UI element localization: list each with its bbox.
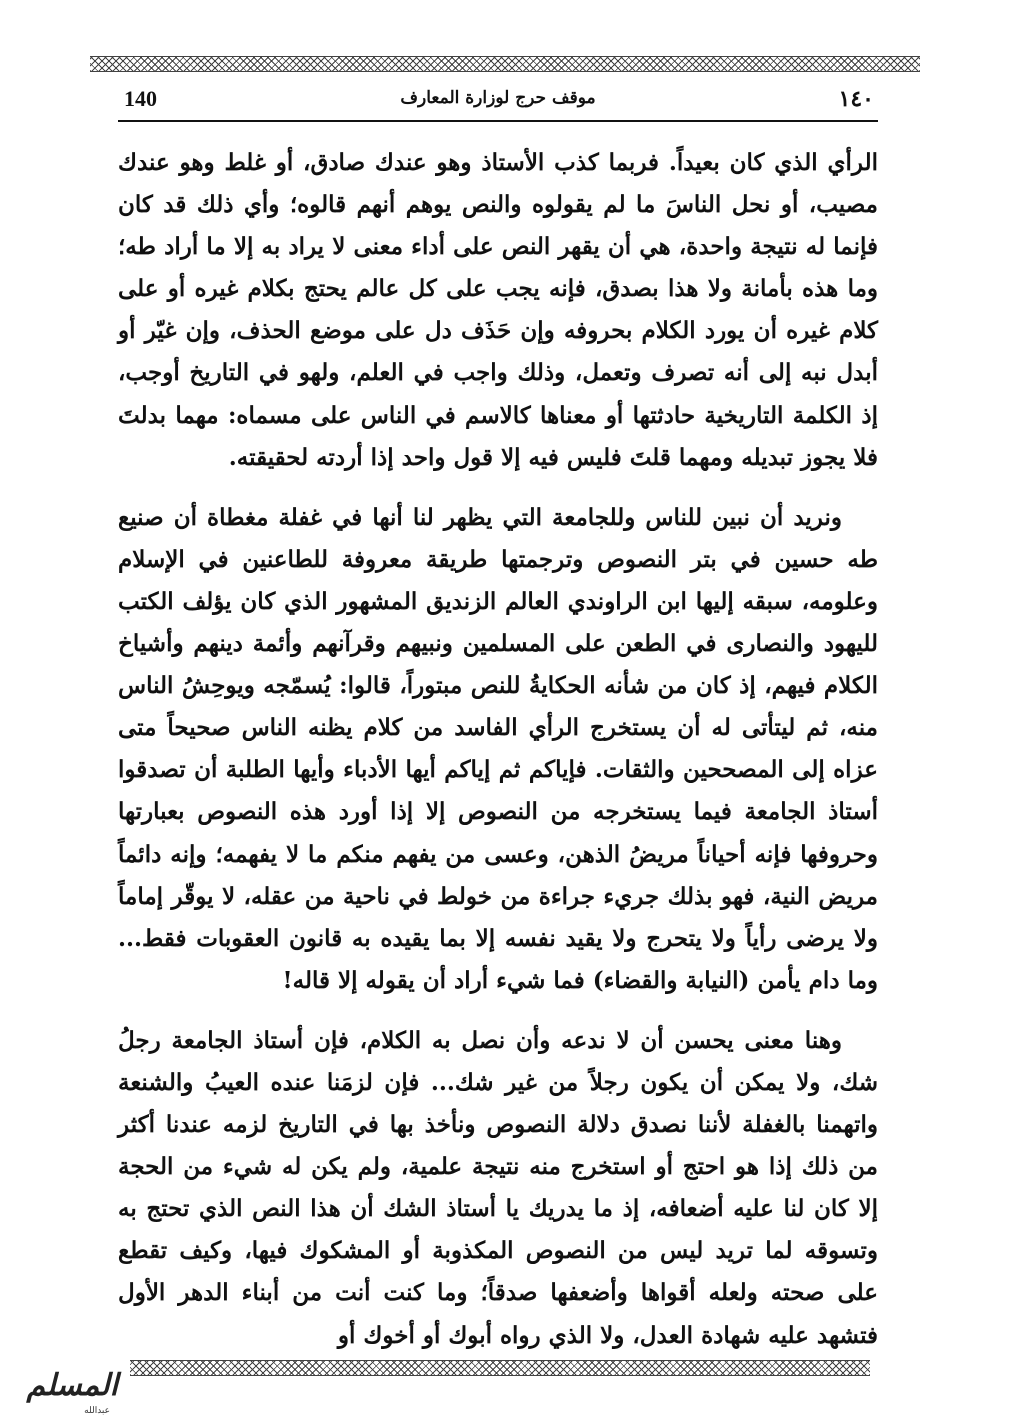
page-header — [118, 84, 878, 122]
paragraph-1: الرأي الذي كان بعيداً. فربما كذب الأستاذ وهو عندك صادق، أو غلط وهو عندك مصيب، أو نحل الناسَ ما لم يقولوه والنص يوهم أنهم قالوه؛ وأي ذلك قد كان فإنما له نتيجة واحدة، هي أن يقهر النص على أداء معنى لا يراد به إلا ما أراد طه؛ وما هذه بأمانة ولا هذا بصدق، فإنه يجب على كل عالم يحتج بكلام غيره أو على كلام غيره أن يورد الكلام بحروفه وإن حَذَف دل على موضع الحذف، وإن غيّر أو أبدل نبه إلى أنه تصرف وتعمل، وذلك واجب في العلم، ولهو في التاريخ أوجب، إذ الكلمة التاريخية حادثتها أو معناها كالاسم في الناس على مسماه: مهما بدلتَ فلا يجوز تبديله ومهما قلتَ فليس فيه إلا قول واحد إذا أردته لحقيقته. — [118, 149, 878, 471]
page-number-latin: 140 — [124, 86, 157, 111]
library-stamp-logo — [4, 1368, 124, 1420]
page-body — [118, 142, 878, 1357]
running-title: موقف حرج لوزارة المعارف — [400, 88, 596, 108]
stamp-main-text: المسلم — [26, 1368, 118, 1403]
page-number-arabic: ١٤٠ — [838, 86, 874, 112]
paragraph-2: ونريد أن نبين للناس وللجامعة التي يظهر لنا أنها في غفلة مغطاة أن صنيع طه حسين في بتر النصوص وترجمتها طريقة معروفة للطاعنين في الإسلام وعلومه، سبقه إليها ابن الراوندي العالم الزنديق المشهور الذي كان يؤلف الكتب لليهود والنصارى في الطعن على المسلمين ونبيهم وقرآنهم وأئمة دينهم وأشياخ الكلام فيهم، إذ كان من شأنه الحكايةُ للنص مبتوراً، قالوا: يُسمّجه ويوحِشُ الناس منه، ثم ليتأتى له أن يستخرج الرأي الفاسد من كلام يظنه الناس صحيحاً متى عزاه إلى المصححين والثقات. فإياكم ثم إياكم أيها الأدباء وأيها الطلبة أن تصدقوا أستاذ الجامعة فيما يستخرجه من النصوص إلا إذا أورد هذه النصوص بعبارتها وحروفها فإنه أحياناً مريضُ الذهن، وعسى من يفهم منكم ما لا يفهمه؛ وإنه دائماً مريض النية، فهو بذلك جريء جراءة من خولط في ناحية من عقله، لا يوقّر إماماً ولا يرضى رأياً ولا يتحرج ولا يقيد نفسه إلا بما يقيده به قانون العقوبات فقط... وما دام يأمن (النيابة والقضاء) فما شيء أراد أن يقوله إلا قاله! — [118, 503, 878, 994]
paragraph-3: وهنا معنى يحسن أن لا ندعه وأن نصل به الكلام، فإن أستاذ الجامعة رجلُ شك، ولا يمكن أن يكون رجلاً من غير شك... فإن لزمَنا عنده العيبُ والشنعة واتهمنا بالغفلة لأننا نصدق دلالة النصوص ونأخذ بها في التاريخ لزمه عندنا أكثر من ذلك إذا هو احتج أو استخرج منه نتيجة علمية، ولم يكن له شيء من الحجة إلا كان لنا عليه أضعافه، إذ ما يدريك يا أستاذ الشك أن هذا النص الذي تحتج به وتسوقه لما تريد ليس من النصوص المكذوبة أو المشكوك فيها، وكيف تقطع على صحته ولعله أقواها وأضعفها صدقاً؛ وما كنت أنت من أبناء الدهر الأول فتشهد عليه شهادة العدل، ولا الذي رواه أبوك أو أخوك أو — [118, 1026, 878, 1349]
top-ornament-border — [90, 56, 920, 72]
bottom-ornament-border — [130, 1360, 870, 1376]
stamp-sub-text: عبدالله — [84, 1406, 110, 1416]
